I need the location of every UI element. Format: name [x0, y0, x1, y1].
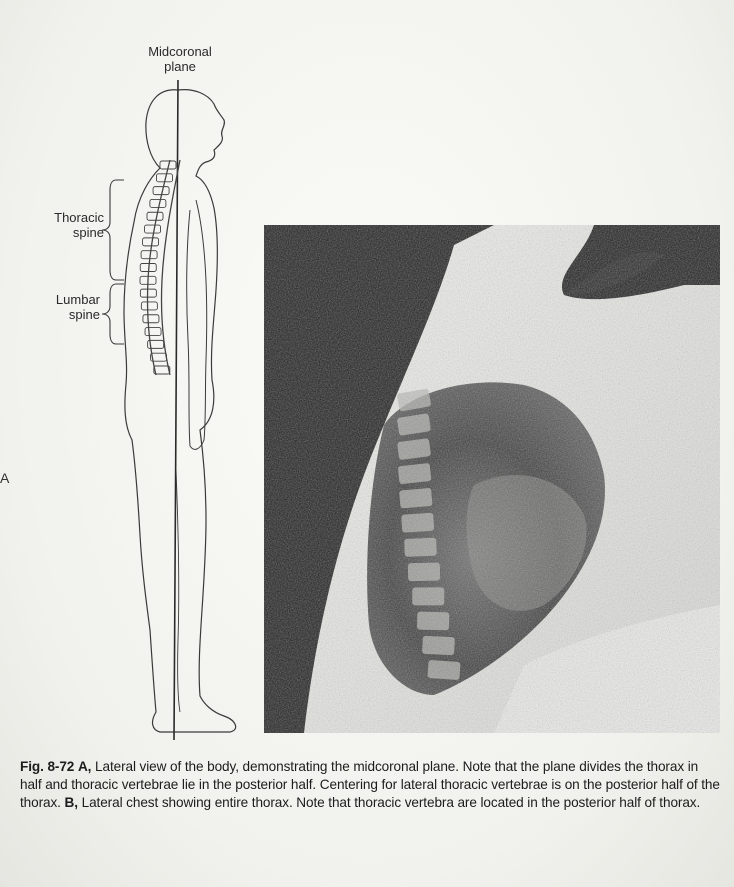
midcoronal-label-line2: plane [164, 59, 196, 74]
lumbar-label-line1: Lumbar [55, 292, 100, 307]
midcoronal-label-line1: Midcoronal [148, 44, 212, 59]
thoracic-bracket [102, 180, 124, 280]
thoracic-label-line1: Thoracic [54, 210, 104, 225]
leg-outline [176, 470, 180, 712]
vertebra-marks [140, 161, 176, 374]
caption-part-b-text: Lateral chest showing entire thorax. Note that thoracic vertebra are located in the posterior half of thorax. [77, 795, 701, 810]
vertebra-mark [145, 225, 161, 233]
lumbar-spine-label [36, 292, 100, 322]
vertebra-mark [143, 238, 159, 246]
caption-part-a-text: Lateral view of the body, demonstrating the midcoronal plane. Note that the plane divides the thorax in half and thoracic vertebrae lie in the posterior half. Centering for lateral thoracic vertebrae is on the posterior half of the thorax. [20, 759, 720, 810]
vertebra-mark [143, 315, 159, 323]
body-outline [124, 90, 236, 732]
figure-caption [20, 758, 720, 812]
vertebra-mark [150, 199, 166, 207]
caption-part-b-letter: B, [64, 795, 78, 810]
thoracic-label-line2: spine [72, 225, 104, 240]
caption-fig-id: Fig. 8-72 [20, 759, 75, 774]
panel-a-letter: A [0, 470, 10, 486]
lumbar-label-line2: spine [68, 307, 100, 322]
arm-outline [187, 200, 207, 449]
vertebra-mark [154, 366, 170, 374]
lateral-body-illustration [0, 0, 260, 745]
midcoronal-plane-label [128, 44, 232, 74]
vertebra-mark [147, 212, 163, 220]
vertebra-mark [141, 251, 157, 259]
caption-part-a-letter: A, [77, 759, 92, 774]
vertebra-mark [145, 328, 161, 336]
thoracic-spine-label [30, 210, 104, 240]
lumbar-bracket [102, 284, 124, 344]
vertebra-mark [141, 302, 157, 310]
film-grain [264, 225, 720, 733]
lateral-chest-radiograph [264, 225, 720, 733]
vertebra-mark [140, 289, 156, 297]
vertebra-mark [153, 187, 169, 195]
